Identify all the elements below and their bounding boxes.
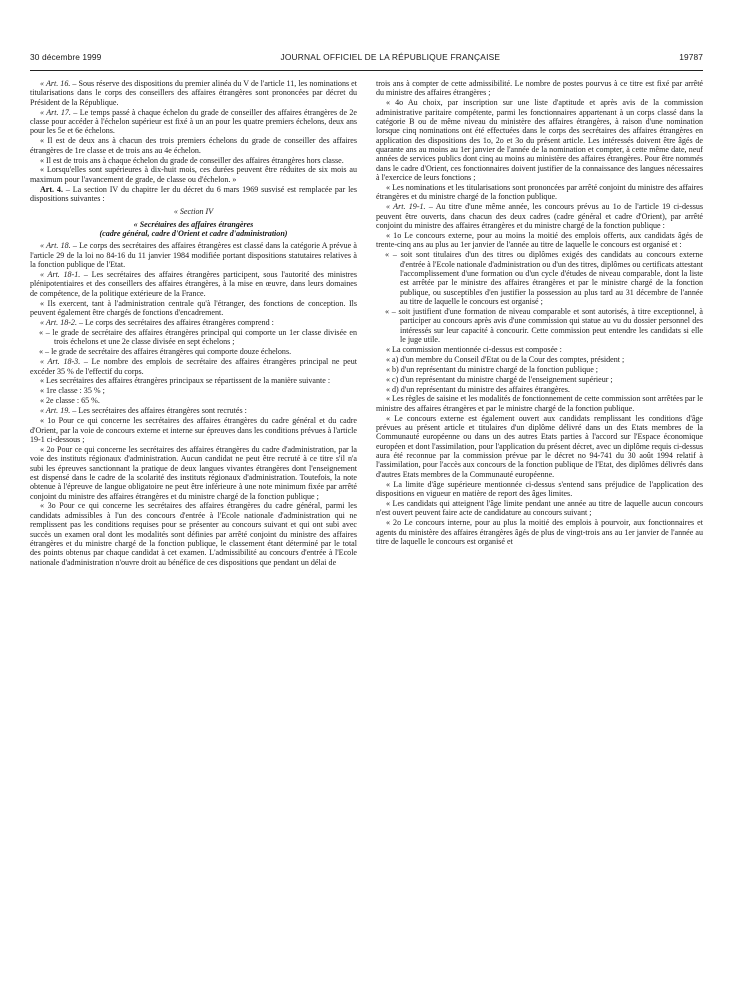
paragraph: « Les secrétaires des affaires étrangères principaux se répartissent de la manière suivante : [40, 376, 331, 386]
right-column [376, 79, 703, 999]
section-title: « Secrétaires des affaires étrangères [133, 219, 254, 229]
paragraph: « b) d'un représentant du ministre chargé de la fonction publique ; [386, 364, 599, 374]
article-label: « Art. 18-2. [40, 318, 77, 327]
paragraph: « 2o Le concours interne, pour au plus la moitié des emplois à pourvoir, aux fonctionnaires et agents du ministère des affaires étrangères âgés de plus de vingt-trois ans au 1er janvier de l'année au titre de laquelle le concours est organisé et [376, 518, 703, 546]
paragraph: « Il est de trois ans à chaque échelon du grade de conseiller des affaires étrangères hors classe. [40, 155, 344, 165]
article-text: – Les secrétaires des affaires étrangères participent, sous l'autorité des ministres plénipotentiaires et des conseillers des affaires étrangères, à la mise en œuvre, dans leurs domaines de compétence, de la politique extérieure de la France. [30, 270, 357, 298]
list-item: « – soit justifient d'une formation de niveau comparable et sont autorisés, à titre exceptionnel, à participer au concours après avis d'une commission qui statue au vu du dossier personnel des intéressés sur leur capacité à concourir. Cette commission peut entendre les candidats si elle le juge utile. [385, 306, 703, 344]
paragraph: « Les règles de saisine et les modalités de fonctionnement de cette commission sont arrêtées par le ministre des affaires étrangères et par le ministre chargé de la fonction publique. [376, 394, 703, 413]
article-label: « Art. 18. [40, 241, 71, 251]
paragraph: trois ans à compter de cette admissibilité. Le nombre de postes pourvus à ce titre est fixé par arrêté du ministre des affaires étrangères ; [376, 79, 703, 98]
header-title: JOURNAL OFFICIEL DE LA RÉPUBLIQUE FRANÇAISE [280, 52, 501, 62]
paragraph: « 1o Le concours externe, pour au moins la moitié des emplois offerts, aux candidats âgés de trente-cinq ans au plus au 1er janvier de l'année au titre de laquelle le concours est organisé et : [376, 230, 703, 250]
article-label: « Art. 16. [40, 79, 71, 88]
paragraph: « Lorsqu'elles sont supérieures à dix-huit mois, ces durées peuvent être réduites de six mois au maximum pour l'avancement de grade, de classe ou d'échelon. » [30, 165, 357, 184]
article-label: « Art. 19-1. [386, 202, 426, 212]
article-text: – Le corps des secrétaires des affaires étrangères comprend : [76, 318, 274, 327]
paragraph: « 1o Pour ce qui concerne les secrétaires des affaires étrangères du cadre général et du cadre d'Orient, par la voie de concours externe et interne sur épreuves dans les conditions prévues à l'article 19-1 ci-dessous ; [30, 416, 357, 444]
article-paragraph [30, 270, 357, 298]
article-text: – Au titre d'une même année, les concours prévus au 1o de l'article 19 ci-dessus peuvent être ouverts, dans chacun des deux cadres (cadre général et cadre d'Orient), par arrêté conjoint du ministre des affaires étrangères et du ministre chargé de la fonction publique : [376, 202, 703, 230]
paragraph: « 2e classe : 65 %. [40, 396, 100, 406]
article-paragraph [30, 357, 357, 376]
text-columns [30, 79, 703, 999]
article-paragraph [30, 318, 357, 327]
paragraph: « La limite d'âge supérieure mentionnée ci-dessus s'entend sans préjudice de l'application des dispositions en vigueur en matière de report des âges limites. [376, 479, 703, 499]
article-paragraph [30, 185, 357, 204]
page-header [30, 0, 703, 66]
section-subtitle: (cadre général, cadre d'Orient et cadre d'administration) [99, 229, 288, 239]
article-text: – Le nombre des emplois de secrétaire des affaires étrangères principal ne peut excéder 35 % de l'effectif du corps. [30, 357, 357, 376]
paragraph: « Il est de deux ans à chacun des trois premiers échelons du grade de conseiller des affaires étrangères de 1re classe et de trois ans au 4e échelon. [30, 136, 357, 155]
paragraph: « 2o Pour ce qui concerne les secrétaires des affaires étrangères du cadre d'administration, par la voie des instituts régionaux d'administration. Aucun candidat ne peut être recruté à ce titre s'il n'a subi les épreuves sanctionnant la pratique de deux langues vivantes étrangères dont l'enseignement est dispensé dans le cadre de la scolarité des instituts régionaux d'administration. Toutefois, la note obtenue à l'épreuve de langue obligatoire ne peut être inférieure à une note minimum fixée par arrêté conjoint du ministre des affaires étrangères et du ministre chargé de la fonction publique ; [30, 444, 357, 501]
article-label: « Art. 19. [40, 406, 71, 416]
article-text: – La section IV du chapitre Ier du décret du 6 mars 1969 susvisé est remplacée par les dispositions suivantes : [30, 184, 358, 204]
list-item: « – le grade de secrétaire des affaires étrangères principal qui comporte un 1er classe divisée en trois échelons et une 2e classe divisée en sept échelons ; [39, 327, 357, 347]
paragraph: « Les candidats qui atteignent l'âge limite pendant une année au titre de laquelle aucun concours n'est ouvert peuvent faire acte de candidature au concours suivant ; [376, 499, 703, 518]
article-label: « Art. 18-1. [40, 270, 81, 280]
left-column [30, 79, 357, 999]
article-paragraph [30, 79, 357, 107]
paragraph: « 3o Pour ce qui concerne les secrétaires des affaires étrangères du cadre général, parmi les candidats admissibles à l'un des concours d'entrée à l'Ecole nationale d'administration qui ne remplissent pas les conditions requises pour se présenter au concours suivant et qui ont subi avec succès un examen oral dont les modalités sont définies par arrêté conjoint du ministre des affaires étrangères et du ministre chargé de la fonction publique, le classement étant déterminé par le total des points obtenus par chaque candidat à cet examen. L'admissibilité au concours d'entrée à l'Ecole nationale d'administration n'ouvre droit au bénéfice de ces dispositions que pendant un délai de [30, 501, 357, 567]
header-page-number: 19787 [679, 52, 703, 62]
list-item: « – le grade de secrétaire des affaires étrangères qui comporte douze échelons. [39, 347, 292, 357]
paragraph: « La commission mentionnée ci-dessus est composée : [386, 344, 562, 354]
article-text: – Le temps passé à chaque échelon du grade de conseiller des affaires étrangères de 2e classe pour accéder à l'échelon supérieur est fixé à un an pour les quatre premiers échelons, deux ans pour les 5e et 6e échelons. [30, 107, 357, 136]
header-date: 30 décembre 1999 [30, 52, 102, 62]
paragraph: « a) d'un membre du Conseil d'Etat ou de la Cour des comptes, président ; [386, 354, 625, 364]
article-text: – Sous réserve des dispositions du premier alinéa du V de l'article 11, les nominations et titularisations dans le corps des conseillers des affaires étrangères sont prononcées par décret du Président de la République. [30, 79, 357, 107]
article-text: – Le corps des secrétaires des affaires étrangères est classé dans la catégorie A prévue à l'article 29 de la loi no 84-16 du 11 janvier 1984 modifiée portant dispositions statutaires relatives à la fonction publique de l'Etat. [30, 241, 357, 270]
paragraph: « Les nominations et les titularisations sont prononcées par arrêté conjoint du ministre des affaires étrangères et du ministre chargé de la fonction publique. [376, 182, 703, 202]
article-paragraph [376, 202, 703, 230]
article-paragraph [30, 108, 357, 136]
paragraph: « c) d'un représentant du ministre chargé de l'enseignement supérieur ; [386, 374, 613, 384]
article-label: « Art. 17. [40, 107, 71, 117]
header-rule [30, 70, 703, 71]
article-paragraph [30, 406, 357, 415]
paragraph: « d) d'un représentant du ministre des affaires étrangères. [386, 384, 570, 394]
list-item: « – soit sont titulaires d'un des titres ou diplômes exigés des candidats au concours externe d'entrée à l'Ecole nationale d'administration ou d'un des titres, diplômes ou certificats attestant l'accomplissement d'une formation ou d'un cycle d'études de niveau comparable, dont la liste est arrêtée par le ministre des affaires étrangères et par le ministre chargé de la fonction publique, ou susceptibles d'en justifier la possession au plus tard au 31 décembre de l'année au titre de laquelle le concours est organisé ; [385, 250, 703, 306]
paragraph: « 4o Au choix, par inscription sur une liste d'aptitude et après avis de la commission administrative paritaire compétente, parmi les fonctionnaires appartenant à un corps classé dans la catégorie B ou de même niveau du ministère des affaires étrangères, à raison d'une nomination lorsque cinq nominations ont été effectuées dans le corps des secrétaires des affaires étrangères en application des dispositions des 1o, 2o et 3o du présent article. Les intéressés doivent être âgés de quarante ans au moins au 1er janvier de l'année de la nomination et compter, à cette même date, neuf années de services publics dont cinq au moins au ministère des affaires étrangères. Pour être nommés dans le cadre d'Orient, ces fonctionnaires doivent justifier de la connaissance des langues nécessaires à l'exercice de leurs fonctions ; [376, 98, 703, 183]
paragraph: « Le concours externe est également ouvert aux candidats remplissant les conditions d'âge prévues au présent article et titulaires d'un diplôme délivré dans un des Etats membres de la Communauté européenne ou dans un des autres Etats parties à l'accord sur l'Espace économique européen et dont l'assimilation, pour l'application du présent décret, avec un diplôme requis ci-dessus aura été reconnue par la commission prévue par le décret no 94-741 du 30 août 1994 relatif à l'assimilation, pour l'accès aux concours de la fonction publique de l'Etat, des diplômes délivrés dans d'autres Etats membres de la Communauté européenne. [376, 413, 703, 479]
article-text: – Les secrétaires des affaires étrangères sont recrutés : [70, 406, 247, 416]
article-label: « Art. 18-3. [40, 357, 81, 367]
article-label: Art. 4. [40, 184, 63, 194]
paragraph: « 1re classe : 35 % ; [40, 386, 105, 396]
paragraph: « Ils exercent, tant à l'administration centrale qu'à l'étranger, des fonctions de conception. Ils peuvent également être chargés de fonctions d'encadrement. [30, 298, 357, 318]
section-heading: « Section IV [173, 207, 214, 217]
article-paragraph [30, 241, 357, 269]
